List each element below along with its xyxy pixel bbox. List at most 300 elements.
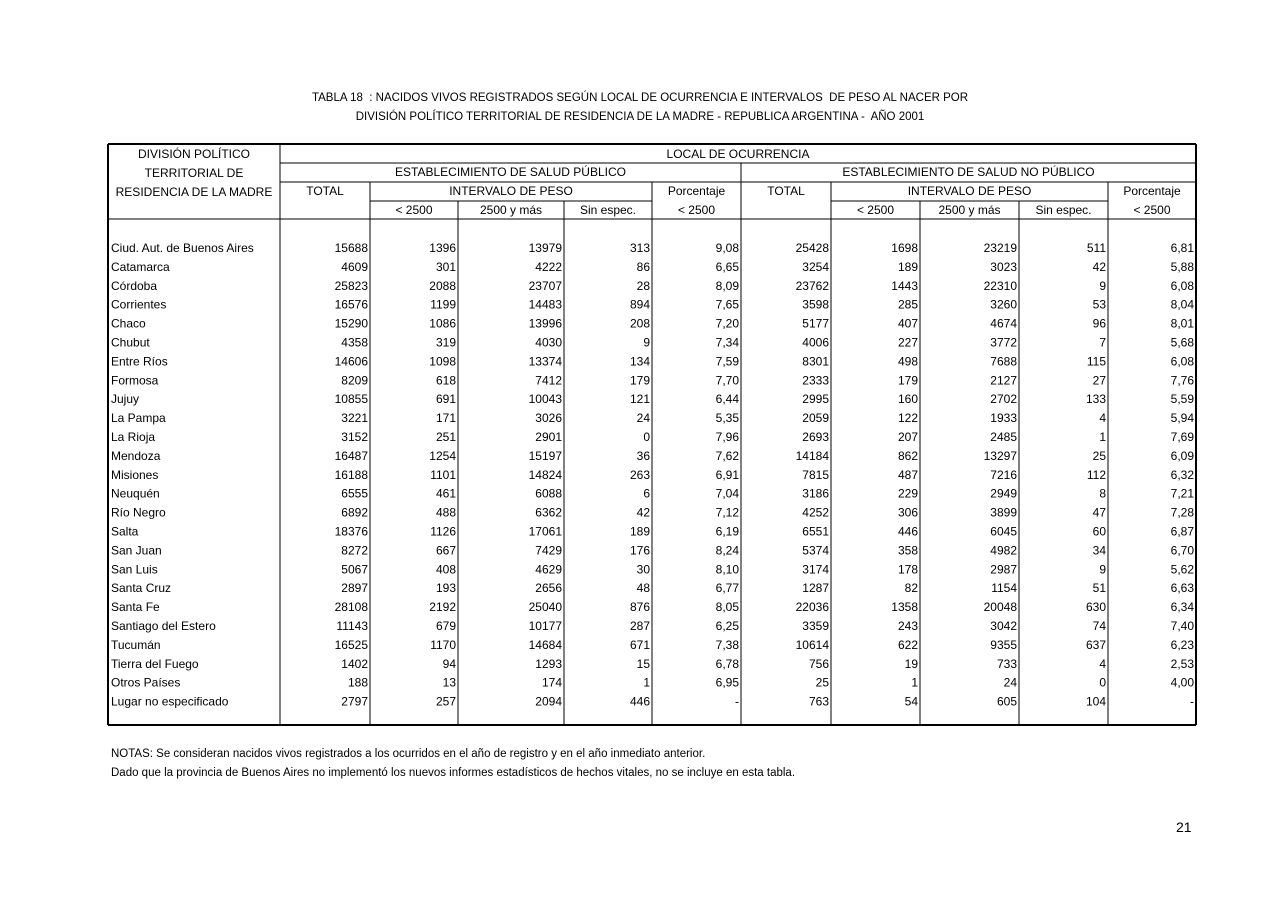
- row-value: 1402: [341, 656, 368, 671]
- row-value: 8: [1099, 486, 1106, 501]
- row-value: 3042: [990, 619, 1017, 633]
- row-value: 13297: [983, 448, 1017, 463]
- row-value: 1101: [430, 467, 456, 482]
- row-value: 2949: [990, 486, 1017, 501]
- header-no-publico: ESTABLECIMIENTO DE SALUD NO PÚBLICO: [842, 165, 1095, 179]
- row-value: 189: [629, 524, 650, 539]
- row-value: 287: [629, 619, 650, 633]
- row-value: 8209: [341, 373, 368, 388]
- row-value: 7,69: [1170, 430, 1194, 444]
- row-value: 6892: [341, 505, 368, 520]
- header-division-line: RESIDENCIA DE LA MADRE: [115, 185, 273, 199]
- row-value: 25040: [528, 600, 562, 615]
- row-value: 7,38: [715, 637, 739, 652]
- title-line-1: TABLA 18 : NACIDOS VIVOS REGISTRADOS SEGÚN LOCAL DE OCURRENCIA E INTERVALOS DE PESO AL NACER POR: [311, 92, 969, 104]
- row-value: 15: [636, 656, 650, 671]
- row-value: 6,65: [715, 259, 739, 274]
- row-value: 7,34: [715, 335, 739, 350]
- row-value: 605: [996, 694, 1017, 709]
- row-value: 1358: [891, 600, 918, 615]
- row-value: 24: [1003, 675, 1017, 690]
- row-value: 15197: [528, 448, 562, 463]
- row-value: 3899: [990, 505, 1017, 520]
- row-region-name: Mendoza: [111, 448, 161, 463]
- row-value: 733: [996, 656, 1017, 671]
- row-value: 1098: [429, 354, 456, 369]
- row-value: 17061: [528, 524, 562, 539]
- table-row: [111, 468, 1194, 482]
- row-value: 3026: [535, 411, 562, 426]
- row-value: 2333: [802, 373, 829, 388]
- row-value: 4629: [535, 562, 562, 577]
- row-value: 1293: [535, 656, 562, 671]
- row-value: 54: [904, 694, 918, 709]
- row-region-name: Misiones: [111, 467, 159, 482]
- row-value: 3772: [990, 335, 1017, 350]
- row-value: 1933: [990, 411, 1017, 426]
- row-region-name: Catamarca: [111, 259, 170, 274]
- row-value: 4252: [802, 505, 829, 520]
- row-value: 179: [897, 373, 918, 388]
- row-value: 313: [629, 241, 650, 255]
- row-value: 112: [1086, 467, 1106, 482]
- row-value: 25: [1092, 448, 1106, 463]
- row-value: 1443: [891, 278, 918, 293]
- row-region-name: Formosa: [111, 373, 159, 388]
- row-value: 6,09: [1170, 448, 1194, 463]
- row-value: 691: [435, 392, 456, 407]
- row-value: 7,21: [1170, 486, 1194, 501]
- row-value: 6,08: [1170, 278, 1194, 293]
- row-value: 8,05: [715, 600, 739, 615]
- table-row: [111, 279, 1194, 293]
- row-value: 25: [815, 675, 829, 690]
- row-value: 7216: [990, 467, 1017, 482]
- row-value: 3260: [990, 297, 1017, 312]
- row-value: 1086: [429, 316, 456, 331]
- row-value: 5177: [802, 316, 829, 331]
- row-value: 2094: [535, 694, 562, 709]
- row-value: 251: [435, 430, 456, 444]
- header-porcentaje: Porcentaje: [667, 184, 726, 198]
- row-value: 407: [897, 316, 918, 331]
- row-value: 7: [1099, 335, 1106, 350]
- row-value: 301: [435, 259, 456, 274]
- row-value: 1287: [802, 581, 829, 596]
- row-value: 2059: [802, 411, 829, 426]
- row-value: 306: [897, 505, 918, 520]
- row-region-name: La Pampa: [111, 411, 166, 426]
- row-value: 2192: [429, 600, 456, 615]
- row-value: 51: [1092, 581, 1106, 596]
- row-value: 511: [1086, 241, 1106, 255]
- table-row: [111, 317, 1194, 331]
- row-value: 19: [904, 656, 918, 671]
- row-value: 0: [643, 430, 650, 444]
- row-value: 1698: [891, 241, 918, 255]
- table-row: [111, 241, 1194, 255]
- row-value: 243: [897, 619, 918, 633]
- header-subcol: < 2500: [1133, 203, 1171, 217]
- row-value: 1126: [430, 524, 456, 539]
- row-value: 16525: [334, 637, 368, 652]
- row-value: 6,77: [715, 581, 739, 596]
- row-region-name: Tierra del Fuego: [111, 656, 199, 671]
- row-value: 6,91: [715, 467, 739, 482]
- row-value: 20048: [983, 600, 1017, 615]
- row-value: 5,62: [1170, 562, 1194, 577]
- row-value: 122: [897, 411, 918, 426]
- row-value: 14684: [528, 637, 562, 652]
- table-body: [111, 241, 1194, 709]
- row-value: 7,28: [1170, 505, 1194, 520]
- row-value: 6,70: [1170, 543, 1194, 558]
- row-value: 7,20: [715, 316, 739, 331]
- row-value: 133: [1085, 392, 1106, 407]
- row-value: 7412: [535, 373, 562, 388]
- row-value: 319: [435, 335, 456, 350]
- row-value: 4609: [341, 259, 368, 274]
- row-value: 4358: [341, 335, 368, 350]
- row-value: 7,59: [715, 354, 739, 369]
- row-value: 6,32: [1170, 467, 1194, 482]
- row-value: 4674: [990, 316, 1017, 331]
- table-row: [111, 373, 1194, 387]
- row-value: 6,08: [1170, 354, 1194, 369]
- row-value: 7,62: [715, 448, 739, 463]
- row-value: 498: [897, 354, 918, 369]
- row-value: 5,88: [1170, 259, 1194, 274]
- header-division-line: DIVISIÓN POLÍTICO: [137, 147, 251, 161]
- row-value: 207: [897, 430, 918, 444]
- table-row: [111, 354, 1194, 368]
- row-value: 263: [629, 467, 650, 482]
- row-value: 34: [1092, 543, 1106, 558]
- row-value: 47: [1092, 505, 1106, 520]
- row-value: 60: [1092, 524, 1106, 539]
- row-value: 171: [435, 411, 456, 426]
- header-subcol: Sin espec.: [1035, 203, 1092, 217]
- row-value: 5,59: [1170, 392, 1194, 407]
- row-value: 14184: [795, 448, 829, 463]
- row-region-name: Santiago del Estero: [111, 619, 216, 633]
- row-value: 74: [1092, 619, 1106, 633]
- row-region-name: Chaco: [111, 316, 146, 331]
- row-value: -: [1190, 694, 1194, 709]
- notes-line-2: Dado que la provincia de Buenos Aires no implementó los nuevos informes estadísticos de hechos vitales, no se incluye en esta tabla.: [111, 767, 796, 779]
- row-value: 25428: [795, 241, 829, 255]
- row-value: -: [735, 694, 739, 709]
- row-value: 358: [897, 543, 918, 558]
- row-value: 8,09: [715, 278, 739, 293]
- row-value: 2702: [990, 392, 1017, 407]
- row-value: 257: [435, 694, 456, 709]
- row-region-name: Salta: [111, 524, 139, 539]
- row-value: 193: [435, 581, 456, 596]
- row-region-name: La Rioja: [111, 430, 156, 444]
- row-value: 10614: [795, 637, 829, 652]
- row-region-name: Córdoba: [111, 278, 158, 293]
- row-value: 6,95: [715, 675, 739, 690]
- row-value: 53: [1092, 297, 1106, 312]
- row-value: 6,25: [715, 619, 739, 633]
- row-value: 14483: [528, 297, 562, 312]
- table-row: [111, 525, 1194, 539]
- table-row: [111, 600, 1194, 614]
- row-value: 160: [897, 392, 918, 407]
- row-region-name: San Juan: [111, 543, 162, 558]
- row-value: 134: [629, 354, 650, 369]
- row-value: 6,87: [1170, 524, 1194, 539]
- row-value: 1: [1099, 430, 1106, 444]
- row-value: 630: [1085, 600, 1106, 615]
- row-region-name: Tucumán: [111, 637, 161, 652]
- page-number: 21: [1176, 819, 1192, 835]
- row-value: 188: [347, 675, 368, 690]
- row-value: 679: [435, 619, 456, 633]
- table-row: [111, 638, 1194, 652]
- row-value: 28108: [334, 600, 368, 615]
- row-value: 763: [808, 694, 829, 709]
- row-value: 13: [442, 675, 456, 690]
- row-value: 13996: [528, 316, 562, 331]
- row-value: 115: [1086, 354, 1106, 369]
- row-value: 2088: [429, 278, 456, 293]
- row-value: 446: [897, 524, 918, 539]
- row-value: 487: [897, 467, 918, 482]
- table-grid-lines: [108, 144, 1196, 725]
- row-value: 36: [636, 448, 650, 463]
- row-value: 22310: [983, 278, 1017, 293]
- header-subcol: Sin espec.: [579, 203, 637, 217]
- row-value: 618: [435, 373, 456, 388]
- row-value: 3359: [802, 619, 829, 633]
- row-value: 4222: [535, 259, 562, 274]
- row-value: 7,96: [715, 430, 739, 444]
- row-value: 229: [897, 486, 918, 501]
- header-total: TOTAL: [306, 184, 344, 198]
- row-value: 94: [442, 656, 456, 671]
- row-value: 7,70: [715, 373, 739, 388]
- row-value: 8272: [341, 543, 368, 558]
- row-value: 96: [1092, 316, 1106, 331]
- row-value: 5,94: [1170, 411, 1194, 426]
- row-value: 3186: [802, 486, 829, 501]
- table-row: [111, 506, 1194, 520]
- row-value: 2897: [341, 581, 368, 596]
- row-value: 876: [629, 600, 650, 615]
- row-value: 10043: [528, 392, 562, 407]
- row-value: 6: [643, 486, 650, 501]
- table-row: [111, 581, 1194, 595]
- row-value: 7429: [535, 543, 562, 558]
- row-value: 86: [636, 259, 650, 274]
- row-value: 6,44: [715, 392, 739, 407]
- row-value: 1: [643, 675, 650, 690]
- header-local: LOCAL DE OCURRENCIA: [666, 147, 810, 161]
- row-value: 16487: [334, 448, 368, 463]
- row-value: 637: [1085, 637, 1106, 652]
- row-value: 862: [897, 448, 918, 463]
- row-value: 3152: [341, 430, 368, 444]
- row-value: 42: [636, 505, 650, 520]
- notes: [111, 745, 795, 783]
- row-value: 2,53: [1170, 656, 1194, 671]
- row-value: 176: [629, 543, 650, 558]
- row-value: 1: [911, 675, 918, 690]
- row-value: 22036: [795, 600, 829, 615]
- table-row: [111, 430, 1194, 444]
- row-value: 6,34: [1170, 600, 1194, 615]
- row-value: 7,76: [1170, 373, 1194, 388]
- row-value: 174: [541, 675, 562, 690]
- row-value: 23707: [528, 278, 562, 293]
- row-region-name: Entre Ríos: [111, 354, 168, 369]
- header-subcol: < 2500: [677, 203, 716, 217]
- row-value: 1254: [429, 448, 456, 463]
- row-value: 7,04: [715, 486, 739, 501]
- table-row: [111, 411, 1194, 425]
- header-subcol: < 2500: [395, 203, 433, 217]
- row-value: 82: [904, 581, 918, 596]
- row-value: 2693: [802, 430, 829, 444]
- table-row: [111, 676, 1194, 690]
- row-value: 8,01: [1170, 316, 1194, 331]
- row-value: 15688: [334, 241, 368, 255]
- header-division-line: TERRITORIAL DE: [144, 166, 244, 180]
- row-value: 27: [1092, 373, 1106, 388]
- row-value: 4: [1099, 411, 1106, 426]
- row-value: 671: [629, 637, 650, 652]
- row-value: 6,63: [1170, 581, 1194, 596]
- row-value: 6362: [535, 505, 562, 520]
- row-value: 14824: [528, 467, 562, 482]
- row-value: 104: [1085, 694, 1106, 709]
- row-value: 1170: [430, 637, 456, 652]
- row-value: 10855: [334, 392, 368, 407]
- row-value: 408: [435, 562, 456, 577]
- row-value: 5,68: [1170, 335, 1194, 350]
- row-value: 16188: [334, 467, 368, 482]
- row-value: 3254: [802, 259, 829, 274]
- table-row: [111, 562, 1194, 576]
- row-value: 6,81: [1170, 241, 1194, 255]
- row-value: 30: [636, 562, 650, 577]
- header-subcol: 2500 y más: [479, 203, 543, 217]
- row-region-name: Lugar no especificado: [111, 694, 229, 709]
- header-intervalo: INTERVALO DE PESO: [907, 184, 1032, 198]
- row-value: 8,04: [1170, 297, 1194, 312]
- table-row: [111, 657, 1194, 671]
- row-value: 6551: [802, 524, 829, 539]
- table-row: [111, 543, 1194, 557]
- row-value: 5067: [341, 562, 368, 577]
- table-row: [111, 260, 1194, 274]
- row-value: 7,65: [715, 297, 739, 312]
- table-row: [111, 336, 1194, 350]
- row-value: 0: [1099, 675, 1106, 690]
- row-value: 208: [629, 316, 650, 331]
- row-value: 23219: [983, 241, 1017, 255]
- table-row: [111, 619, 1194, 633]
- row-value: 4,00: [1170, 675, 1194, 690]
- row-region-name: Corrientes: [111, 297, 167, 312]
- row-value: 14606: [334, 354, 368, 369]
- row-value: 2995: [802, 392, 829, 407]
- notes-line-1: NOTAS: Se consideran nacidos vivos registrados a los ocurridos en el año de registro y en el año inmediato anterior.: [111, 748, 706, 760]
- row-value: 11143: [336, 619, 368, 633]
- row-value: 4030: [535, 335, 562, 350]
- row-value: 18376: [334, 524, 368, 539]
- row-value: 25823: [334, 278, 368, 293]
- row-value: 8,24: [715, 543, 739, 558]
- header-intervalo: INTERVALO DE PESO: [449, 184, 573, 198]
- row-value: 6,78: [715, 656, 739, 671]
- row-value: 13979: [528, 241, 562, 255]
- row-value: 461: [435, 486, 456, 501]
- row-value: 667: [435, 543, 456, 558]
- row-region-name: Santa Fe: [111, 600, 160, 615]
- row-value: 9,08: [715, 241, 739, 255]
- row-value: 9: [643, 335, 650, 350]
- row-value: 15290: [334, 316, 368, 331]
- row-value: 7,40: [1170, 619, 1194, 633]
- row-value: 5,35: [715, 411, 739, 426]
- row-region-name: Neuquén: [111, 486, 160, 501]
- table-row: [111, 449, 1194, 463]
- row-value: 6088: [535, 486, 562, 501]
- row-value: 48: [636, 581, 650, 596]
- row-value: 3221: [341, 411, 368, 426]
- row-region-name: Jujuy: [111, 392, 140, 407]
- row-value: 24: [636, 411, 650, 426]
- row-value: 7688: [990, 354, 1017, 369]
- header-subcol: < 2500: [856, 203, 895, 217]
- row-value: 9: [1099, 278, 1106, 293]
- row-region-name: San Luis: [111, 562, 158, 577]
- row-value: 3174: [802, 562, 829, 577]
- header-subcol: 2500 y más: [938, 203, 1001, 217]
- row-region-name: Río Negro: [111, 505, 166, 520]
- row-value: 488: [435, 505, 456, 520]
- row-value: 1199: [430, 297, 456, 312]
- row-value: 756: [808, 656, 829, 671]
- row-value: 2987: [990, 562, 1017, 577]
- row-region-name: Ciud. Aut. de Buenos Aires: [111, 241, 254, 255]
- row-value: 42: [1092, 259, 1106, 274]
- row-value: 227: [897, 335, 918, 350]
- table-row: [111, 392, 1194, 406]
- row-region-name: Otros Países: [111, 675, 181, 690]
- title-line-2: DIVISIÓN POLÍTICO TERRITORIAL DE RESIDENCIA DE LA MADRE - REPUBLICA ARGENTINA - AÑO 2001: [355, 111, 925, 123]
- row-value: 2127: [990, 373, 1017, 388]
- row-region-name: Chubut: [111, 335, 150, 350]
- row-value: 4006: [802, 335, 829, 350]
- row-value: 446: [629, 694, 650, 709]
- row-value: 6045: [990, 524, 1017, 539]
- row-value: 121: [629, 392, 650, 407]
- row-value: 16576: [334, 297, 368, 312]
- row-value: 7,12: [715, 505, 739, 520]
- row-value: 7815: [802, 467, 829, 482]
- header-publico: ESTABLECIMIENTO DE SALUD PÚBLICO: [395, 165, 626, 179]
- row-value: 23762: [795, 278, 829, 293]
- row-value: 2901: [535, 430, 562, 444]
- row-value: 1154: [991, 581, 1017, 596]
- row-value: 9355: [990, 637, 1017, 652]
- row-value: 622: [897, 637, 918, 652]
- row-value: 179: [629, 373, 650, 388]
